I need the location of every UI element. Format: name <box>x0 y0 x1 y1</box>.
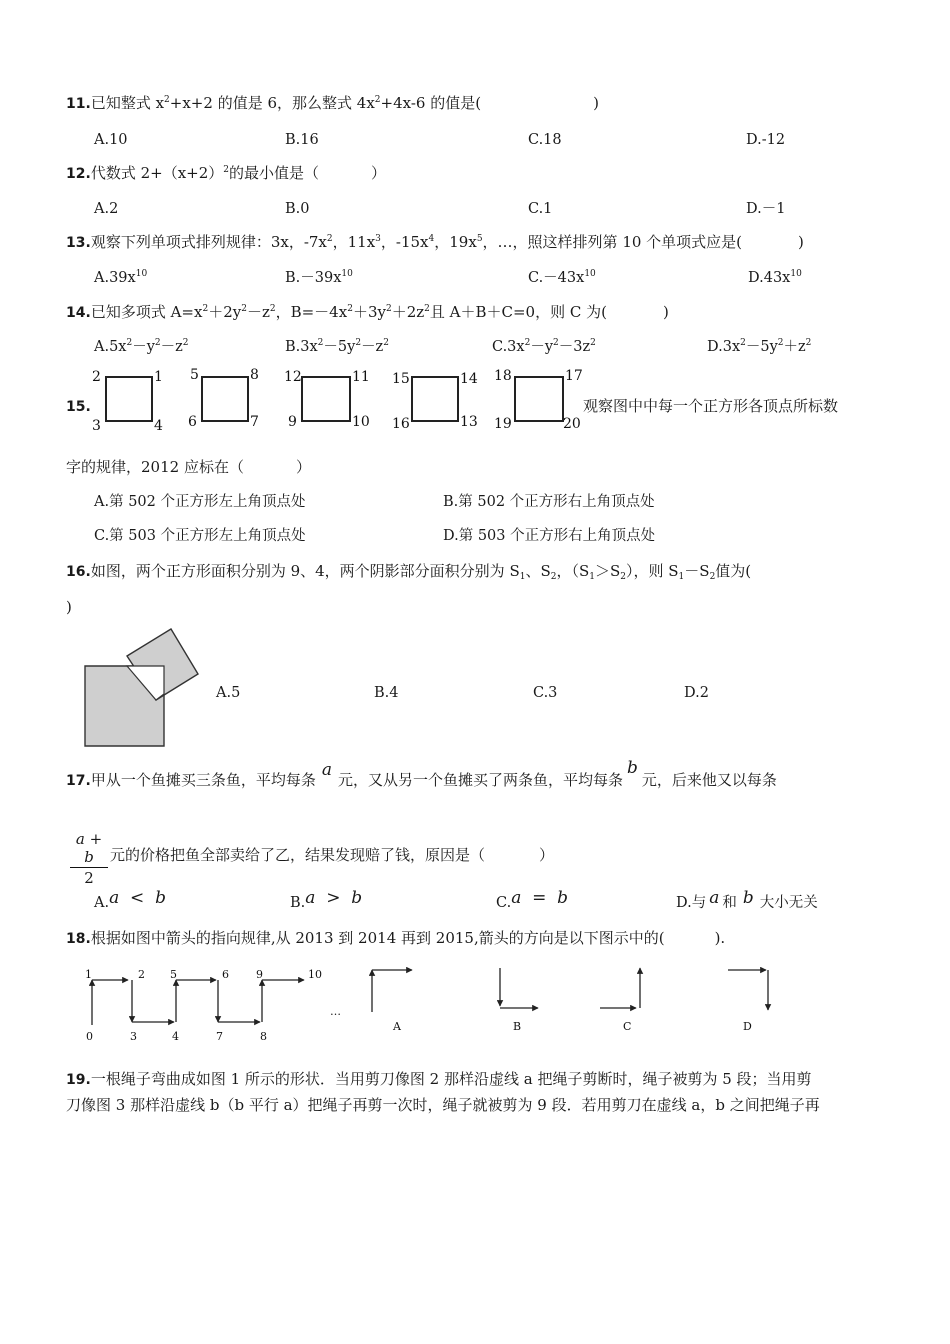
q16-option-b[interactable]: B.4 <box>374 685 399 701</box>
q15-label: 18 <box>494 368 512 384</box>
q15-stem-a: 观察图中中每一个正方形各顶点所标数 <box>583 397 839 415</box>
q15-label: 13 <box>460 414 478 430</box>
q16-option-c[interactable]: C.3 <box>533 685 558 701</box>
q17-fraction-numerator: a + b <box>75 830 103 866</box>
q18-choice-b <box>500 968 538 1008</box>
q15-stem-b: 字的规律，2012 应标在（ ） <box>66 458 311 476</box>
q17-number: 17. <box>66 773 91 789</box>
q11-option-b[interactable]: B.16 <box>285 132 319 148</box>
q15-label: 8 <box>250 367 259 383</box>
q17-stem: 17.甲从一个鱼摊买三条鱼，平均每条 a 元，又从另一个鱼摊买了两条鱼，平均每条b元，后来他又以每条 <box>66 758 777 789</box>
q18-number: 18. <box>66 931 91 947</box>
q18-arrow-figure <box>80 960 800 1048</box>
q16-option-d[interactable]: D.2 <box>684 685 709 701</box>
q17-option-b[interactable]: B.a > b <box>290 888 363 911</box>
q14-option-b[interactable]: $B.3x^2-5y^2-z^2$ <box>285 338 389 355</box>
q19-line-2: 刀像图 3 那样沿虚线 b（b 平行 a）把绳子再剪一次时，绳子就被剪为 9 段．若用剪刀在虚线 a，b 之间把绳子再 <box>66 1096 820 1114</box>
q18-choice-a <box>372 970 412 1012</box>
q19-line-1: 19.一根绳子弯曲成如图 1 所示的形状．当用剪刀像图 2 那样沿虚线 a 把绳子剪断时，绳子被剪为 5 段；当用剪 <box>66 1070 812 1088</box>
q14-option-a[interactable]: $A.5x^2-y^2-z^2$ <box>94 338 189 355</box>
q18-seq-label: 9 <box>256 968 263 981</box>
q17-option-d[interactable]: D.与 a 和 b 大小无关 <box>676 888 818 911</box>
q15-square-4 <box>392 371 478 432</box>
q18-seq-label: 5 <box>170 968 177 981</box>
q18-choice-label-c: C <box>623 1020 632 1033</box>
q15-square-3 <box>284 369 370 430</box>
q15-label: 20 <box>563 416 581 432</box>
q18-seq-label: 0 <box>86 1030 93 1043</box>
q15-label: 17 <box>565 368 583 384</box>
q12-option-b[interactable]: B.0 <box>285 201 310 217</box>
q16-number: 16. <box>66 564 91 580</box>
q17-fraction-denominator: 2 <box>84 869 94 887</box>
q16-squares-figure <box>80 626 210 752</box>
q17-option-c[interactable]: C.a = b <box>496 888 569 911</box>
q15-label: 19 <box>494 416 512 432</box>
q15-label: 12 <box>284 369 302 385</box>
q18-choice-label-b: B <box>513 1020 522 1033</box>
q11-option-c[interactable]: C.18 <box>528 132 562 148</box>
q15-label: 15 <box>392 371 410 387</box>
q18-choice-label-a: A <box>393 1020 401 1033</box>
q16-stem: 16.如图，两个正方形面积分别为 9、4，两个阴影部分面积分别为 $S_1$、$S_2$，$(S_1>S_2)$，则 $S_1-S_2$值为( <box>66 562 752 582</box>
q15-squares-figure <box>88 364 588 434</box>
q15-square-5 <box>494 368 583 432</box>
q15-option-c[interactable]: C.第 503 个正方形左上角顶点处 <box>94 528 306 544</box>
q18-seq-label: 3 <box>130 1030 137 1043</box>
q16-option-a[interactable]: A.5 <box>216 685 241 701</box>
q18-sequence-path <box>92 980 304 1025</box>
q15-label: 14 <box>460 371 478 387</box>
q11-option-d[interactable]: D.-12 <box>746 132 786 148</box>
q15-label: 1 <box>154 369 163 385</box>
q18-seq-label: 6 <box>222 968 229 981</box>
q19-number: 19. <box>66 1072 91 1088</box>
q13-option-c[interactable]: $C.-43x^{10}$ <box>528 269 596 286</box>
q18-choice-d <box>728 970 768 1010</box>
q18-ellipsis: … <box>330 1005 341 1018</box>
q11-option-a[interactable]: A.10 <box>94 132 128 148</box>
q16-close-paren: ) <box>66 598 72 616</box>
q15-label: 11 <box>352 369 370 385</box>
q12-option-a[interactable]: A.2 <box>94 201 119 217</box>
q13-option-a[interactable]: $A.39x^{10}$ <box>94 269 148 286</box>
q12-option-c[interactable]: C.1 <box>528 201 553 217</box>
q15-option-b[interactable]: B.第 502 个正方形右上角顶点处 <box>443 494 655 510</box>
q15-square-2 <box>188 367 259 430</box>
q15-number: 15. <box>66 399 91 415</box>
q15-label: 4 <box>154 418 163 434</box>
q11-number: 11. <box>66 96 91 112</box>
q17-fraction <box>70 830 108 887</box>
q13-number: 13. <box>66 235 91 251</box>
q18-seq-label: 1 <box>85 968 92 981</box>
q15-option-a[interactable]: A.第 502 个正方形左上角顶点处 <box>94 494 306 510</box>
q14-option-c[interactable]: $C.3x^2-y^2-3z^2$ <box>492 338 596 355</box>
q15-label: 10 <box>352 414 370 430</box>
q15-label: 3 <box>92 418 101 434</box>
q18-seq-label: 4 <box>172 1030 179 1043</box>
var-a: a <box>321 760 332 780</box>
var-b: b <box>626 758 638 778</box>
q18-choice-c <box>600 968 640 1008</box>
q14-stem: 14.已知多项式 $A=x^2+2y^2-z^2$，$B=-4x^2+3y^2+2z^2$且 A＋B＋C=0，则 C 为( ) <box>66 303 669 321</box>
q17-option-a[interactable]: A.a < b <box>94 888 166 911</box>
q15-label: 9 <box>288 414 297 430</box>
q18-seq-label: 2 <box>138 968 145 981</box>
q15-label: 7 <box>250 414 259 430</box>
q15-label: 6 <box>188 414 197 430</box>
q14-option-d[interactable]: $D.3x^2-5y^2+z^2$ <box>707 338 812 355</box>
q18-stem: 18.根据如图中箭头的指向规律,从 2013 到 2014 再到 2015,箭头的方向是以下图示中的( ). <box>66 929 726 947</box>
q18-choice-label-d: D <box>743 1020 752 1033</box>
q15-square-1 <box>92 369 163 434</box>
q13-option-d[interactable]: $D.43x^{10}$ <box>748 269 802 286</box>
q15-label: 5 <box>190 367 199 383</box>
q13-stem: 13.观察下列单项式排列规律：3x，$-7x^2$，$11x^3$，$-15x^4$，$19x^5$，…，照这样排列第 10 个单项式应是( ) <box>66 233 804 251</box>
q11-stem: 11.已知整式 $x^2+x+2$ 的值是 6，那么整式 $4x^2+4x-6$ 的值是( ) <box>66 94 599 112</box>
q12-stem: 12.代数式 $2+(x+2)^2$的最小值是（ ） <box>66 164 387 182</box>
q14-number: 14. <box>66 305 91 321</box>
q15-label: 16 <box>392 416 410 432</box>
q18-seq-label: 10 <box>308 968 322 981</box>
q12-number: 12. <box>66 166 91 182</box>
q18-seq-label: 8 <box>260 1030 267 1043</box>
q12-option-d[interactable]: D.－1 <box>746 201 786 217</box>
q18-seq-label: 7 <box>216 1030 223 1043</box>
q15-option-d[interactable]: D.第 503 个正方形右上角顶点处 <box>443 528 656 544</box>
q17-stem-b: 元的价格把鱼全部卖给了乙，结果发现赔了钱，原因是（ ） <box>110 846 555 864</box>
q13-option-b[interactable]: $B.-39x^{10}$ <box>285 269 353 286</box>
q15-label: 2 <box>92 369 101 385</box>
